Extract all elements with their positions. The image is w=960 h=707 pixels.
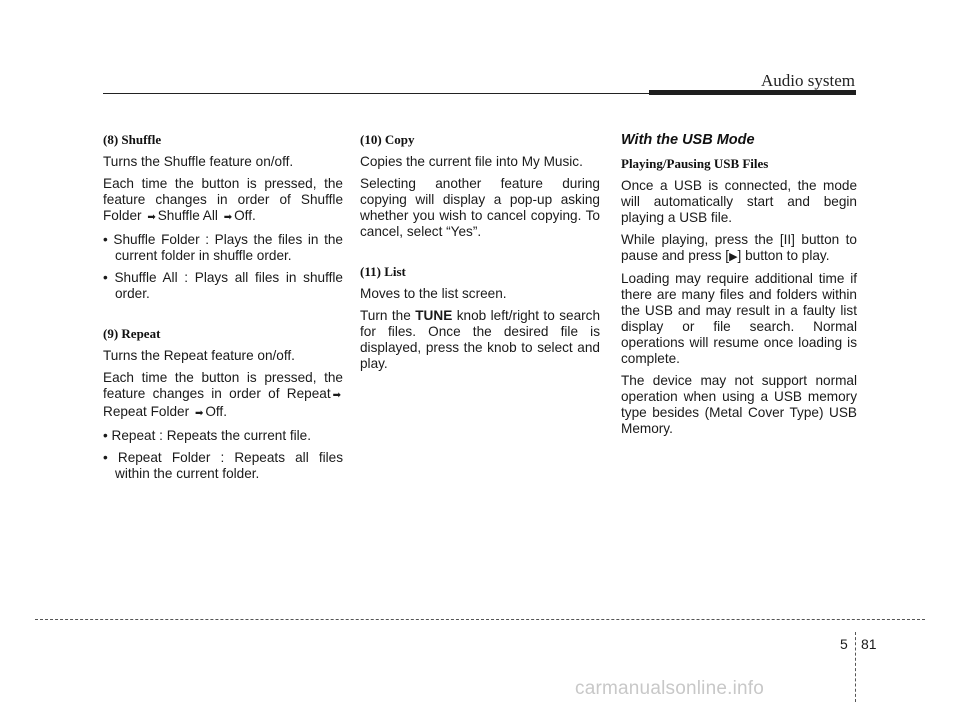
arrow-right-icon: ➡ (147, 212, 156, 223)
usb-sub-heading: Playing/Pausing USB Files (621, 156, 769, 171)
column-2 (360, 132, 600, 378)
footer-divider (855, 632, 856, 702)
play-icon: ▶ (729, 251, 738, 263)
shuffle-bullet-all: • Shuffle All : Plays all files in shuffle order. (103, 270, 343, 301)
tune-label: TUNE (415, 308, 453, 323)
header-bar (649, 90, 856, 95)
shuffle-bullet-folder: • Shuffle Folder : Plays the files in the current folder in shuffle order. (103, 232, 343, 263)
usb-p3: Loading may require additional time if there are many files and folders within the USB and may result in a faulty list display or file search. Normal operations will resume once loading is complete. (621, 271, 857, 366)
repeat-heading: (9) Repeat (103, 326, 161, 341)
repeat-bullet-folder: • Repeat Folder : Repeats all files within the current folder. (103, 450, 343, 481)
arrow-right-icon: ➡ (223, 212, 233, 223)
header-rule (103, 93, 649, 94)
copy-description: Copies the current file into My Music. (360, 154, 583, 169)
page-number: 81 (861, 636, 877, 652)
repeat-description: Turns the Repeat feature on/off. (103, 348, 295, 363)
column-3 (621, 132, 857, 443)
shuffle-description: Turns the Shuffle feature on/off. (103, 154, 294, 169)
usb-p1: Once a USB is connected, the mode will automatically start and begin playing a USB file. (621, 178, 857, 225)
usb-p4: The device may not support normal operation when using a USB memory type besides (Metal Cover Type) USB Memory. (621, 373, 857, 436)
list-details: Turn the TUNE knob left/right to search for files. Once the desired file is displayed, press the knob to select and play. (360, 308, 601, 371)
header-title: Audio system (761, 71, 855, 90)
copy-details: Selecting another feature during copying will display a pop-up asking whether you wish to cancel copying. To cancel, select “Yes”. (360, 176, 600, 239)
copy-heading: (10) Copy (360, 132, 415, 147)
usb-p2: While playing, press the [II] button to pause and press [▶] button to play. (621, 232, 857, 263)
list-description: Moves to the list screen. (360, 286, 507, 301)
shuffle-heading: (8) Shuffle (103, 132, 162, 147)
watermark: carmanualsonline.info (575, 678, 765, 699)
list-heading: (11) List (360, 264, 406, 279)
shuffle-order: Each time the button is pressed, the feature changes in order of Shuffle Folder ➡ Shuffle All ➡ Off. (103, 176, 343, 223)
repeat-order: Each time the button is pressed, the feature changes in order of Repeat ➡ Repeat Folder ➡ Off. (103, 370, 343, 419)
arrow-right-icon: ➡ (194, 408, 204, 419)
column-1 (103, 132, 343, 488)
usb-section-heading: With the USB Mode (621, 132, 755, 148)
footer-rule (35, 619, 925, 620)
arrow-right-icon: ➡ (332, 390, 341, 401)
chapter-number: 5 (840, 636, 848, 652)
repeat-bullet-file: • Repeat : Repeats the current file. (103, 428, 312, 443)
